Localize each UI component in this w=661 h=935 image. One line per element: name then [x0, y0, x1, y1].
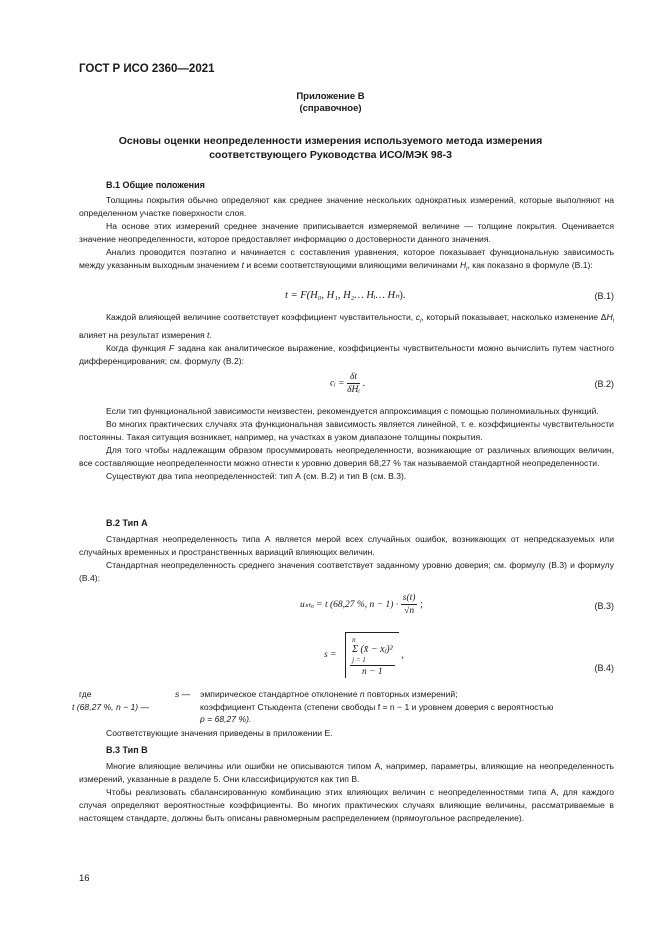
- b3-paragraph-2: Чтобы реализовать сбалансированную комбинацию этих влияющих величин с неопределенностями типа А, для каждого случая определяют вероятностные коэффициенты. Во многих практических случаях влияющие величины, рассматриваемые в настоящем стандарте, должны быть описаны равномерным распределением (прямоугольное распределение).: [79, 787, 614, 824]
- formula-b2-denominator: δHᵢ: [347, 385, 360, 395]
- b1-paragraph-5: [79, 342, 614, 368]
- section-heading-b3: В.3 Тип В: [106, 745, 148, 755]
- formula-b2: [330, 371, 365, 396]
- b3-text-block: [79, 760, 614, 825]
- b2-paragraph-2: Стандартная неопределенность среднего значения соответствует заданному уровню доверия; см. формулу (В.3) и формулу (В.4):: [79, 560, 614, 584]
- formula-b3: [300, 592, 423, 617]
- formula-b4-number: (В.4): [594, 663, 614, 673]
- annex-label-block: [60, 91, 601, 115]
- section-heading-b2: В.2 Тип А: [106, 518, 148, 528]
- b1-p3-post: , как показано в формуле (В.1):: [467, 260, 593, 271]
- formula-b1-end: ).: [399, 290, 406, 301]
- definition-row-t: [72, 701, 614, 714]
- b1-paragraph-1: Толщины покрытия обычно определяют как среднее значение нескольких однократных измерений, которые выполняют на определенном участке поверхности слоя.: [79, 195, 614, 219]
- formula-b4-sum-top: n: [352, 636, 356, 644]
- b1-p4-post: .: [209, 329, 212, 340]
- symbol-t-result: t: [207, 329, 210, 340]
- b1-paragraph-2: На основе этих измерений среднее значение приписывается измеряемой величине — толщине покрытия. Оценивается значение неопределенности, которое предоставляет информацию о достоверности данного значения.: [79, 221, 614, 245]
- b1-text-block-3: [79, 405, 614, 484]
- definition-s-symbol: s —: [175, 689, 191, 699]
- page-number: 16: [79, 873, 90, 884]
- formula-b3-number: (В.3): [594, 601, 614, 611]
- formula-b4: [324, 632, 404, 678]
- symbol-n: n: [359, 689, 365, 699]
- formula-b4-fraction: [350, 635, 394, 678]
- formula-b4-lhs: s =: [324, 650, 337, 660]
- b1-paragraph-8: Для того чтобы надлежащим образом просуммировать неопределенности, возникающие от различных влияющих величин, все составляющие неопределенности можно отнести к уровню доверия 68,27 % так называемой стандартной неопределенности.: [79, 445, 614, 469]
- formula-b3-fraction: [401, 592, 418, 617]
- b2-text-block-1: [79, 533, 614, 585]
- b1-paragraph-3: [79, 246, 614, 277]
- formula-b4-end: ,: [401, 649, 404, 661]
- b1-p4-mid2: влияет на результат измерения: [79, 329, 208, 340]
- definition-t-text: коэффициент Стьюдента (степени свободы f = n − 1 и уровнем доверия с вероятностью: [200, 701, 554, 712]
- b2-text-block-2: [79, 727, 614, 740]
- square-root: [345, 632, 398, 678]
- b3-paragraph-1: Многие влияющие величины или ошибки не описываются типом А, например, параметры, влияющие на неопределенность измерений, указанные в разделе 5. Они классифицируются как тип В.: [79, 761, 614, 785]
- symbol-h: H: [459, 260, 467, 271]
- definition-t-continuation: p = 68,27 %).: [200, 714, 252, 725]
- standard-code: ГОСТ Р ИСО 2360—2021: [79, 63, 215, 75]
- annex-title-line2: соответствующего Руководства ИСО/МЭК 98-3: [209, 149, 452, 161]
- formula-b4-numerator: [350, 635, 394, 666]
- b2-paragraph-3: Соответствующие значения приведены в приложении Е.: [106, 728, 333, 738]
- formula-b1: [285, 289, 405, 301]
- annex-title-line1: Основы оценки неопределенности измерения используемого метода измерения: [118, 135, 543, 147]
- b1-p3-pre: Анализ проводится поэтапно и начинается с составления уравнения, которое показывает функциональную зависимость между указанным выходным значением: [79, 247, 614, 271]
- where-label: где: [79, 689, 92, 699]
- definition-s-post: повторных измерений;: [364, 689, 458, 699]
- symbol-i-c: i: [420, 318, 422, 325]
- formula-b2-number: (В.2): [594, 379, 614, 389]
- section-heading-b1: В.1 Общие положения: [106, 180, 205, 190]
- formula-b1-number: (В.1): [594, 291, 614, 301]
- b1-paragraph-6: Если тип функциональной зависимости неизвестен, рекомендуется аппроксимация с помощью полиномиальных функций.: [106, 406, 599, 416]
- formula-b3-numerator: s(t): [402, 593, 416, 603]
- formula-b3-denominator: √n: [404, 606, 415, 616]
- definition-t-symbol: t (68,27 %, n − 1) —: [72, 701, 150, 712]
- formula-b2-numerator: δt: [347, 371, 360, 384]
- annex-type: (справочное): [299, 103, 362, 114]
- formula-b3-end: ;: [420, 599, 423, 610]
- symbol-c: c: [415, 312, 421, 322]
- b1-paragraph-7: Во многих практических случаях эта функциональная зависимость является линейной, т. е. коэффициенты чувствительности постоянны. Такая ситуация возникает, например, на участках в узком диапазоне толщины покрытия.: [79, 419, 614, 443]
- annex-title: [60, 134, 601, 162]
- b1-paragraph-4: [79, 311, 614, 342]
- definitions: [72, 688, 614, 726]
- symbol-i-h: i: [612, 318, 615, 325]
- b1-text-block-2: [79, 311, 614, 368]
- b1-p3-mid: и всеми соответствующими влияющими величинами: [243, 260, 460, 271]
- b2-paragraph-1: Стандартная неопределенность типа А является мерой всех случайных ошибок, возникающих от непредсказуемых или случайных временных и пространственных вариаций влияющих величин.: [79, 534, 614, 558]
- b1-p5-pre: Когда функция: [106, 342, 170, 353]
- definition-row-t-cont: [79, 713, 614, 726]
- formula-b4-sum-body: Σ (x̄ − xⱼ)²: [352, 644, 393, 655]
- b1-p4-mid1: , который показывает, насколько изменение Δ: [421, 312, 607, 322]
- symbol-t: t: [241, 260, 244, 271]
- formula-b2-lhs: cᵢ =: [330, 378, 345, 389]
- definition-s-text: [200, 688, 458, 701]
- formula-b2-fraction: [347, 371, 360, 396]
- symbol-i: i: [466, 267, 468, 274]
- definition-row-s: [79, 688, 614, 701]
- b1-paragraph-9: Существуют два типа неопределенностей: тип А (см. В.2) и тип В (см. В.3).: [106, 471, 407, 482]
- formula-b3-lhs: uₛₜₒ = t (68,27 %, n − 1) ·: [300, 600, 399, 610]
- symbol-f: F: [169, 342, 175, 353]
- b1-p5-post: задана как аналитическое выражение, коэффициенты чувствительности можно вычислить путем частного дифференцирования; см. формулу (В.2):: [79, 342, 614, 366]
- b1-p4-pre: Каждой влияющей величине соответствует коэффициент чувствительности,: [106, 312, 416, 322]
- formula-b1-lhs: t = F(: [285, 290, 311, 301]
- b1-text-block-1: [79, 194, 614, 277]
- formula-b4-sum-bottom: j = 1: [352, 656, 366, 664]
- annex-label: Приложение В: [296, 91, 365, 102]
- formula-b4-denominator: n − 1: [362, 667, 383, 677]
- symbol-h-delta: H: [606, 312, 613, 322]
- definition-s-pre: эмпирическое стандартное отклонение: [200, 689, 360, 699]
- formula-b1-args: H₀, H₁, H₂… Hᵢ… Hₙ: [310, 290, 400, 301]
- formula-b2-end: .: [362, 378, 366, 389]
